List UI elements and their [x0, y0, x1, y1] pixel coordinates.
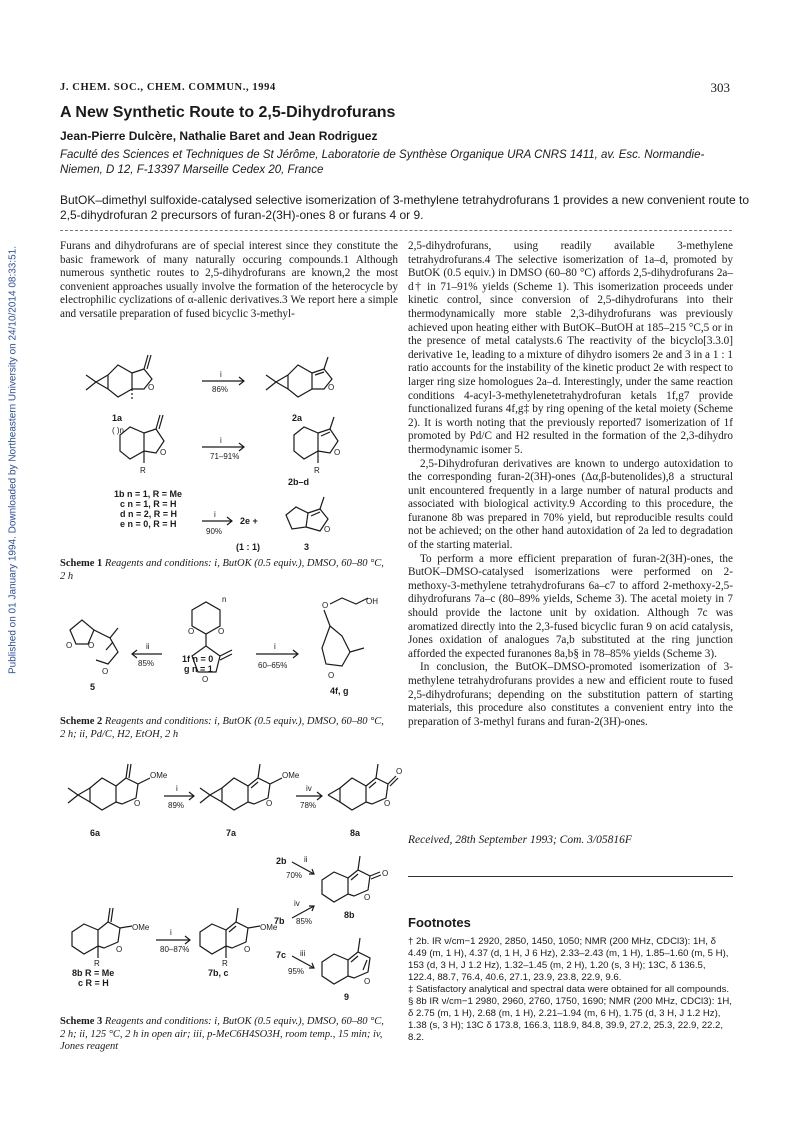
structure-8b	[322, 856, 388, 902]
abstract-divider	[60, 230, 732, 231]
column-right	[408, 240, 733, 729]
label-8b: 8b	[344, 910, 355, 920]
svg-text:O: O	[102, 667, 109, 676]
structure-6b-c	[72, 908, 132, 958]
svg-text:O: O	[160, 448, 167, 457]
arrow-a3-reagent: i	[170, 928, 172, 937]
structure-8a	[328, 764, 402, 810]
svg-text:O: O	[66, 641, 73, 650]
substituent-d: d n = 2, R = H	[120, 509, 178, 519]
body-paragraph: To perform a more efficient preparation of furan-2(3H)-ones, the ButOK–DMSO-catalysed isomerizations were performed on 2-methoxy-3-methylene tetrahydrofurans 6a–c7 to afford 2-methoxy-2,5-dihydrofurans 7a–c (80–89% yields, Scheme 3). The acetal moiety in 7 should provide the lactone unit by oxidation. Although 7c was aromatized directly into the 2,3-fused bicyclic furan 9 on acid catalysis, Jones oxidation of analogues 7a,b substituted at the ring junction afforded the expected furanones 8a,b§ in 78–85% yields (Scheme 3).	[408, 552, 733, 660]
svg-text:O: O	[328, 383, 335, 392]
arrow-1-reagent: i	[220, 370, 222, 379]
r-group-6: R	[94, 959, 100, 968]
structure-2b-d	[294, 417, 340, 463]
svg-text:O: O	[266, 799, 273, 808]
svg-text:O: O	[116, 945, 123, 954]
svg-text:O: O	[334, 448, 341, 457]
arrow-a2-yield: 78%	[300, 801, 317, 810]
arrow-3-reagent: i	[214, 510, 216, 519]
ring-size-n: ( )n	[112, 426, 124, 435]
scheme-1-drawing	[60, 335, 400, 555]
svg-text:O: O	[364, 977, 371, 986]
svg-text:O: O	[364, 893, 371, 902]
structure-5	[66, 620, 118, 676]
substituent-c: c R = H	[78, 978, 109, 988]
structure-2a	[266, 357, 334, 397]
label-9: 9	[344, 992, 350, 1002]
label-4f-g: 4f, g	[330, 686, 349, 696]
structure-6a	[68, 764, 150, 810]
arrow-2-yield: 71–91%	[210, 452, 240, 461]
label-3: 3	[304, 542, 310, 552]
arrow-a5-reagent: iv	[294, 899, 300, 908]
label-7b-c: 7b, c	[208, 968, 229, 978]
arrow-3-yield: 90%	[206, 527, 223, 536]
footnote-divider	[408, 876, 733, 877]
svg-text:O: O	[382, 869, 389, 878]
label-1a: 1a	[112, 413, 123, 423]
product-ratio: (1 : 1)	[236, 542, 261, 552]
r-group-7: R	[222, 959, 228, 968]
running-head: J. CHEM. SOC., CHEM. COMMUN., 1994	[60, 82, 276, 93]
scheme-2-caption-label: Scheme 2	[60, 716, 103, 727]
svg-text:O: O	[202, 675, 209, 684]
arrow-a4-yield: 70%	[286, 871, 303, 880]
arrow-2-reagent: i	[220, 436, 222, 445]
arrow-1-yield: 86%	[212, 385, 229, 394]
label-5: 5	[90, 682, 96, 692]
label-2a: 2a	[292, 413, 303, 423]
svg-text:O: O	[384, 799, 391, 808]
page-number: 303	[710, 80, 730, 95]
article-title: A New Synthetic Route to 2,5-Dihydrofurans	[60, 104, 396, 121]
methoxy-7bc: OMe	[260, 923, 278, 932]
label-8a: 8a	[350, 828, 361, 838]
substituent-c: c n = 1, R = H	[120, 499, 177, 509]
article-abstract: ButOK–dimethyl sulfoxide-catalysed selective isomerization of 3-methylene tetrahydrofurans 1 provides a new convenient route to 2,5-dihydrofuran 2 precursors of furan-2(3H)-ones 8 or furans 4 or 9.	[60, 193, 750, 222]
body-paragraph: 2,5-Dihydrofuran derivatives are known to undergo autoxidation to the corresponding furan-2(3H)-ones (Δα,β-butenolides),8 a structural unit encountered frequently in a large number of natural products and associated with biological activity.9 According to this procedure, the furanone 8b was prepared in 70% yield, but reproducible results could not be achieved; on the other hand autoxidation of 2a led to degradation of the starting material.	[408, 457, 733, 552]
label-6a: 6a	[90, 828, 101, 838]
ring-n: n	[222, 595, 227, 604]
label-7a: 7a	[226, 828, 237, 838]
article-authors: Jean-Pierre Dulcère, Nathalie Baret and Jean Rodriguez	[60, 129, 378, 143]
label-1g: g n = 1	[184, 664, 213, 674]
scheme-3-caption-label: Scheme 3	[60, 1016, 103, 1027]
svg-text:O: O	[322, 601, 329, 610]
arrow-a3-yield: 80–87%	[160, 945, 190, 954]
label-2b: 2b	[276, 856, 287, 866]
footnote-item: § 8b IR ν/cm−1 2980, 2960, 2760, 1750, 1690; NMR (200 MHz, CDCl3): 1H, δ 2.75 (m, 1 H), 2.68 (m, 1 H), 2.21–1.94 (m, 6 H), 1.75 (d, 3 H, J 1.2 Hz), 1.38 (s, 3 H); 13C δ 173.8, 166.3, 118.9, 84.8, 39.9, 27.2, 25.3, 22.9, 22.2, 8.2.	[408, 996, 732, 1043]
substituent-e: e n = 0, R = H	[120, 519, 177, 529]
label-7b: 7b	[274, 916, 285, 926]
arrow-right-reagent: i	[274, 642, 276, 651]
body-paragraph: In conclusion, the ButOK–DMSO-promoted isomerization of 3-methylene tetrahydrofurans provides a new and efficient route to fused 2,5-dihydrofurans; depending on the substitution pattern of starting materials, this procedure also constitutes a convenient entry into the preparation of 3-methyl furans and furan-2(3H)-ones.	[408, 661, 733, 728]
sidebar-provenance	[0, 160, 26, 760]
scheme-1-caption-text: Reagents and conditions: i, ButOK (0.5 equiv.), DMSO, 60–80 °C, 2 h	[60, 558, 384, 582]
arrow-a2-reagent: iv	[306, 784, 312, 793]
methoxy-6a: OMe	[150, 771, 168, 780]
scheme-1-caption-label: Scheme 1	[60, 558, 103, 569]
svg-text:O: O	[188, 627, 195, 636]
column-left	[60, 240, 398, 322]
structure-7a	[200, 764, 282, 810]
footnotes-heading: Footnotes	[408, 915, 471, 930]
scheme-2-caption	[60, 716, 390, 741]
methoxy-6bc: OMe	[132, 923, 150, 932]
svg-text:O: O	[88, 641, 95, 650]
substituent-b: 1b n = 1, R = Me	[114, 489, 183, 499]
arrow-a6-yield: 95%	[288, 967, 305, 976]
structure-7b-c	[200, 908, 260, 958]
product-2e: 2e +	[240, 516, 258, 526]
arrow-left-yield: 85%	[138, 659, 155, 668]
label-7c: 7c	[276, 950, 287, 960]
r-group-2: R	[314, 466, 320, 475]
scheme-2-drawing	[60, 590, 400, 710]
hydroxyl-group: OH	[366, 597, 378, 606]
structure-1b-d	[120, 415, 166, 463]
footnote-item: † 2b. IR ν/cm−1 2920, 2850, 1450, 1050; NMR (200 MHz, CDCl3): 1H, δ 4.49 (m, 1 H), 4.37 (d, 1 H, J 6 Hz), 2.33–2.43 (m, 1 H), 1.85–1.60 (m, 5 H), 153 (d, 3 H, J 1.2 Hz), 1.32–1.45 (m, 2 H), 1.20 (s, 3 H); 13C, δ 136.5, 122.4, 88.7, 76.4, 40.6, 27.1, 23.9, 23.8, 22.9, 9.6.	[408, 936, 729, 983]
svg-text:O: O	[396, 767, 403, 776]
body-paragraph: Furans and dihydrofurans are of special interest since they constitute the basic framework of many naturally occuring compounds.1 Although numerous synthetic routes to 2,5-dihydrofurans are known,2 the most convenient approaches usually involve the formation of the heterocycle by electrophilic cyclizations of α-allenic derivatives.3 We report here a simple and versatile preparation of fused bicyclic 3-methyl-	[60, 240, 398, 320]
received-line: Received, 28th September 1993; Com. 3/05816F	[408, 834, 632, 846]
scheme-2-caption-text: Reagents and conditions: i, ButOK (0.5 equiv.), DMSO, 60–80 °C, 2 h; ii, Pd/C, H2, EtOH, 2 h	[60, 716, 384, 740]
svg-text:O: O	[328, 671, 335, 680]
footnotes-body	[408, 936, 733, 1044]
svg-text:O: O	[134, 799, 141, 808]
scheme-1-caption	[60, 558, 390, 583]
structure-9	[322, 938, 370, 986]
label-1f: 1f n = 0	[182, 654, 214, 664]
scheme-3-caption	[60, 1016, 390, 1054]
arrow-right-yield: 60–65%	[258, 661, 288, 670]
label-2b-d: 2b–d	[288, 477, 310, 487]
arrow-left-reagent: ii	[146, 642, 150, 651]
structure-1a	[86, 355, 154, 399]
svg-text:O: O	[148, 383, 155, 392]
scheme-3-caption-text: Reagents and conditions: i, ButOK (0.5 equiv.), DMSO, 60–80 °C, 2 h; ii, 125 °C, 2 h in open air; iii, p-MeC6H4SO3H, room temp., 15 min; iv, Jones reagent	[60, 1016, 384, 1052]
body-paragraph: 2,5-dihydrofurans, using readily available 3-methylene tetrahydrofurans.4 The selective isomerization of 1a–d, promoted by ButOK (0.5 equiv.) in DMSO (60–80 °C) affords 2,5-dihydrofurans 2a–d† in 71–91% yields (Scheme 1). This isomerization proceeds under kinetic control, since conversion of 2,5-dihydrofurans into their thermodynamically more stable 2,3-dihydrofurans was previously achieved upon heating either with ButOK–ButOH at 185–215 °C,5 or in the presence of metal catalysts.6 The reactivity of the bicyclo[3.3.0] derivative 1e, leading to a mixture of dihydro isomers 2e and 3 in a 1 : 1 ratio accounts for the instability of the kinetic product 2e with respect to larger ring size homologues 2a–d. Interestingly, under the same reaction conditions 4-acyl-3-methylenetetrahydrofuran ketals 1f,g7 provide functionalized furans 4f,g‡ by ring opening of the ketal moiety (Scheme 2). It is worth noting that the previously reported7 isomerization of 1f promoted by Pd/C and H2 resulted in the formation of the 2,3-dihydro thermodynamic isomer 5.	[408, 240, 733, 456]
structure-4f-g	[322, 598, 368, 680]
svg-text:O: O	[218, 627, 225, 636]
footnote-item: ‡ Satisfactory analytical and spectral data were obtained for all compounds.	[408, 984, 730, 995]
arrow-a4-reagent: ii	[304, 855, 308, 864]
sidebar-text: Published on 01 January 1994. Downloaded by Northeastern University on 24/10/2014 08:33:51.	[7, 245, 19, 675]
arrow-a1-reagent: i	[176, 784, 178, 793]
arrow-a1-yield: 89%	[168, 801, 185, 810]
structure-3	[286, 497, 330, 534]
svg-text:O: O	[244, 945, 251, 954]
svg-text:O: O	[324, 525, 331, 534]
r-group-1: R	[140, 466, 146, 475]
arrow-a5-yield: 85%	[296, 917, 313, 926]
methoxy-7a: OMe	[282, 771, 300, 780]
arrow-a6-reagent: iii	[300, 949, 306, 958]
scheme-3-drawing	[60, 740, 403, 1010]
article-affiliation: Faculté des Sciences et Techniques de St Jérôme, Laboratorie de Synthèse Organique URA CNRS 1411, av. Esc. Normandie-Niemen, D 12, F-13397 Marseille Cedex 20, France	[60, 149, 705, 176]
substituent-8b: 8b R = Me	[72, 968, 115, 978]
